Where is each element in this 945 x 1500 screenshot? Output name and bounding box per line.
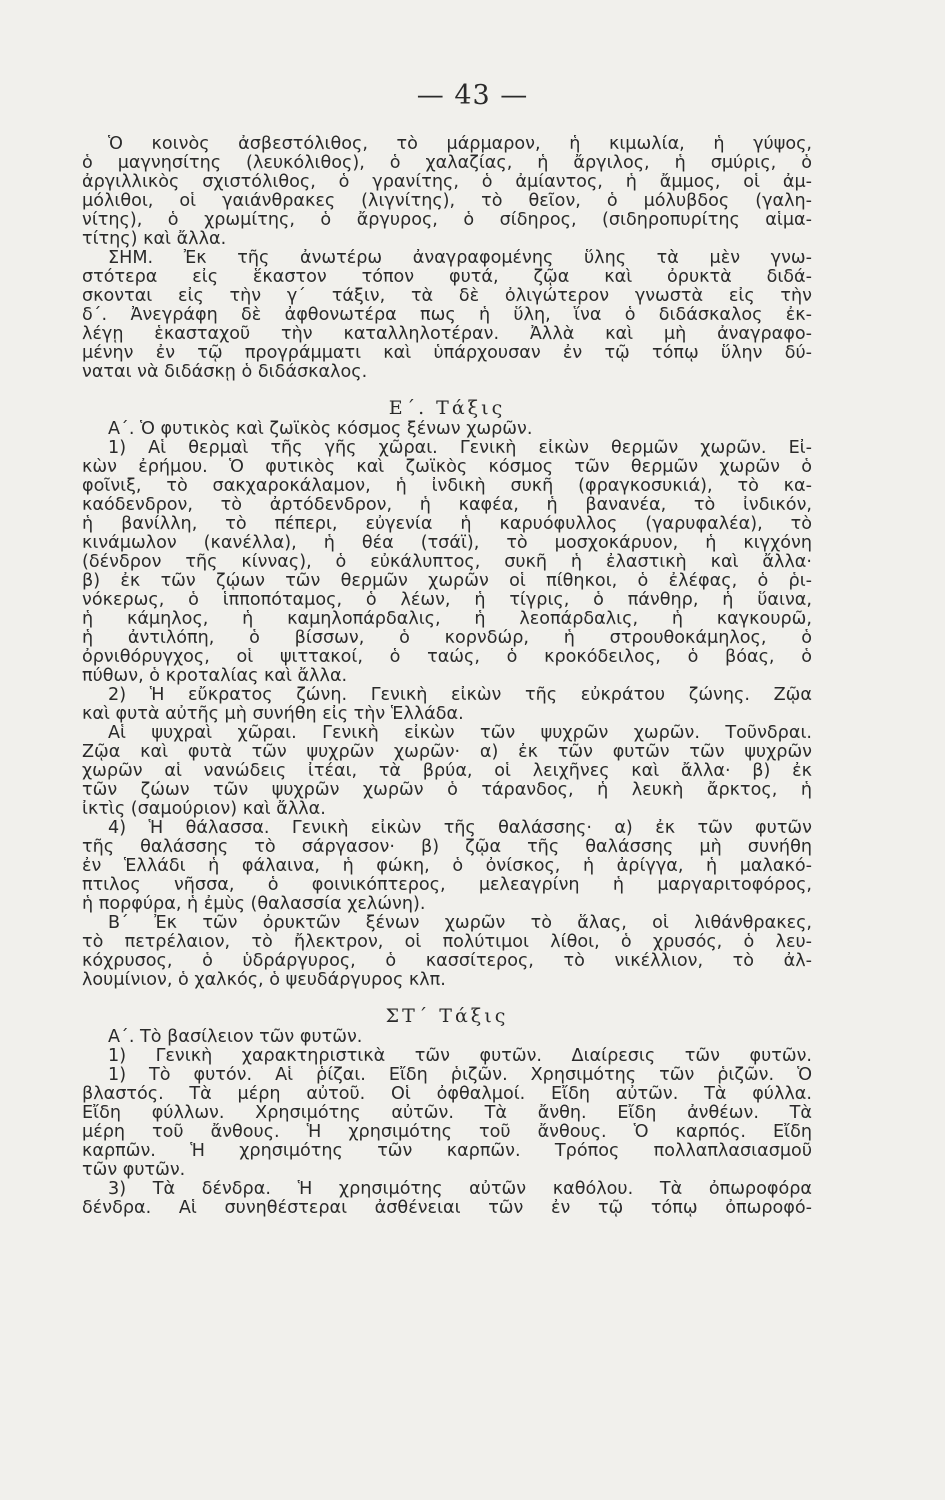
text-line: ἡ πορφύρα, ἡ ἐμὺς (θαλασσία χελώνη). (82, 895, 426, 914)
text-line: 1) Γενικὴ χαρακτηριστικὰ τῶν φυτῶν. Διαίρεσις τῶν φυτῶν. (108, 1047, 812, 1066)
text-line: νίτης), ὁ χρωμίτης, ὁ ἄργυρος, ὁ σίδηρος, (σιδηροπυρίτης αἱμα- (82, 211, 812, 230)
text-line: 1) Αἱ θερμαὶ τῆς γῆς χῶραι. Γενικὴ εἰκὼν θερμῶν χωρῶν. Εἰ- (108, 439, 812, 458)
text-line: Β΄ Ἐκ τῶν ὀρυκτῶν ξένων χωρῶν τὸ ἅλας, οἱ λιθάνθρακες, (108, 914, 812, 933)
text-line: λουμίνιον, ὁ χαλκός, ὁ ψευδάργυρος κλπ. (82, 971, 446, 990)
text-line: ἡ ἀντιλόπη, ὁ βίσσων, ὁ κορνδώρ, ἡ στρουθοκάμηλος, ὁ (82, 629, 812, 648)
body-text (82, 135, 812, 1218)
text-line: νόκερως, ὁ ἱπποπόταμος, ὁ λέων, ἡ τίγρις, ὁ πάνθηρ, ἡ ὕαινα, (82, 591, 812, 610)
text-line: λέγῃ ἑκασταχοῦ τὴν καταλληλοτέραν. Ἀλλὰ καὶ μὴ ἀναγραφο- (82, 325, 812, 344)
text-line: δ΄. Ἀνεγράφη δὲ ἀφθονωτέρα πως ἡ ὕλη, ἵνα ὁ διδάσκαλος ἐκ- (82, 306, 812, 325)
text-line: Α΄. Τὸ βασίλειον τῶν φυτῶν. (108, 1028, 363, 1047)
text-line: κόχρυσος, ὁ ὑδράργυρος, ὁ κασσίτερος, τὸ νικέλλιον, τὸ ἀλ- (82, 952, 812, 971)
text-line: φοῖνιξ, τὸ σακχαροκάλαμον, ἡ ἰνδικὴ συκῆ (φραγκοσυκιά), τὸ κα- (82, 477, 812, 496)
text-line: 2) Ἡ εὔκρατος ζώνη. Γενικὴ εἰκὼν τῆς εὐκράτου ζώνης. Ζῷα (108, 686, 812, 705)
section-heading: ΣΤ΄ Τάξις (385, 1005, 509, 1027)
text-line: ἡ κάμηλος, ἡ καμηλοπάρδαλις, ἡ λεοπάρδαλις, ἡ καγκουρῶ, (82, 610, 812, 629)
text-line: 1) Τὸ φυτόν. Αἱ ῥίζαι. Εἴδη ῥιζῶν. Χρησιμότης τῶν ῥιζῶν. Ὁ (108, 1066, 812, 1085)
text-line: Εἴδη φύλλων. Χρησιμότης αὐτῶν. Τὰ ἄνθη. Εἴδη ἀνθέων. Τὰ (82, 1104, 812, 1123)
text-line: σκονται εἰς τὴν γ΄ τάξιν, τὰ δὲ ὀλιγώτερον γνωστὰ εἰς τὴν (82, 287, 812, 306)
text-line: τῶν ζώων τῶν ψυχρῶν χωρῶν ὁ τάρανδος, ἡ λευκὴ ἄρκτος, ἡ (82, 781, 812, 800)
text-line: τῆς θαλάσσης τὸ σάργασον· β) ζῷα τῆς θαλάσσης μὴ συνήθη (82, 838, 812, 857)
text-line: ἐν Ἑλλάδι ἡ φάλαινα, ἡ φώκη, ὁ ὀνίσκος, ἡ ἀρίγγα, ἡ μαλακό- (82, 857, 812, 876)
text-line: μέρη τοῦ ἄνθους. Ἡ χρησιμότης τοῦ ἄνθους. Ὁ καρπός. Εἴδη (82, 1123, 812, 1142)
text-line: κὼν ἐρήμου. Ὁ φυτικὸς καὶ ζωϊκὸς κόσμος τῶν θερμῶν χωρῶν ὁ (82, 458, 812, 477)
text-line: (δένδρον τῆς κίννας), ὁ εὐκάλυπτος, συκῆ ἡ ἐλαστικὴ καὶ ἄλλα· (82, 553, 812, 572)
text-line: Ζῷα καὶ φυτὰ τῶν ψυχρῶν χωρῶν· α) ἐκ τῶν φυτῶν τῶν ψυχρῶν (82, 743, 812, 762)
text-line: χωρῶν αἱ νανώδεις ἰτέαι, τὰ βρύα, οἱ λειχῆνες καὶ ἄλλα· β) ἐκ (82, 762, 812, 781)
text-line: καὶ φυτὰ αὐτῆς μὴ συνήθη εἰς τὴν Ἑλλάδα. (82, 705, 464, 724)
text-line: 3) Τὰ δένδρα. Ἡ χρησιμότης αὐτῶν καθόλου. Τὰ ὀπωροφόρα (108, 1180, 812, 1199)
text-line: 4) Ἡ θάλασσα. Γενικὴ εἰκὼν τῆς θαλάσσης· α) ἐκ τῶν φυτῶν (108, 819, 812, 838)
text-line: τὸ πετρέλαιον, τὸ ἤλεκτρον, οἱ πολύτιμοι λίθοι, ὁ χρυσός, ὁ λευ- (82, 933, 812, 952)
text-line: ναται νὰ διδάσκῃ ὁ διδάσκαλος. (82, 363, 368, 382)
text-line: πτιλος νῆσσα, ὁ φοινικόπτερος, μελεαγρίνη ἡ μαργαριτοφόρος, (82, 876, 812, 895)
text-line: βλαστός. Τὰ μέρη αὐτοῦ. Οἱ ὀφθαλμοί. Εἴδη αὐτῶν. Τὰ φύλλα. (82, 1085, 812, 1104)
text-line: μένην ἐν τῷ προγράμματι καὶ ὑπάρχουσαν ἐν τῷ τόπῳ ὕλην δύ- (82, 344, 812, 363)
text-line: β) ἐκ τῶν ζῴων τῶν θερμῶν χωρῶν οἱ πίθηκοι, ὁ ἐλέφας, ὁ ῥι- (82, 572, 812, 591)
text-line: καόδενδρον, τὸ ἀρτόδενδρον, ἡ καφέα, ἡ βανανέα, τὸ ἰνδικόν, (82, 496, 812, 515)
text-line: τίτης) καὶ ἄλλα. (82, 230, 227, 249)
text-line: μόλιθοι, οἱ γαιάνθρακες (λιγνίτης), τὸ θεῖον, ὁ μόλυβδος (γαλη- (82, 192, 812, 211)
text-line: ΣΗΜ. Ἐκ τῆς ἀνωτέρω ἀναγραφομένης ὕλης τὰ μὲν γνω- (108, 249, 812, 268)
text-line: Αἱ ψυχραὶ χῶραι. Γενικὴ εἰκὼν τῶν ψυχρῶν χωρῶν. Τοῦνδραι. (108, 724, 812, 743)
text-line: ἡ βανίλλη, τὸ πέπερι, εὐγενία ἡ καρυόφυλλος (γαρυφαλέα), τὸ (82, 515, 812, 534)
text-line: ὁ μαγνησίτης (λευκόλιθος), ὁ χαλαζίας, ἡ ἄργιλος, ἡ σμύρις, ὁ (82, 154, 812, 173)
text-line: Ὁ κοινὸς ἀσβεστόλιθος, τὸ μάρμαρον, ἡ κιμωλία, ἡ γύψος, (108, 135, 812, 154)
text-line: καρπῶν. Ἡ χρησιμότης τῶν καρπῶν. Τρόπος πολλαπλασιασμοῦ (82, 1142, 812, 1161)
text-line: τῶν φυτῶν. (82, 1161, 186, 1180)
spacer (82, 382, 812, 396)
text-line: κινάμωλον (κανέλλα), ἡ θέα (τσάϊ), τὸ μοσχοκάρυον, ἡ κιγχόνη (82, 534, 812, 553)
text-line: ἀργιλλικὸς σχιστόλιθος, ὁ γρανίτης, ὁ ἀμίαντος, ἡ ἄμμος, οἱ ἀμ- (82, 173, 812, 192)
page-number: — 43 — (416, 80, 529, 111)
text-line: στότερα εἰς ἕκαστον τόπον φυτά, ζῷα καὶ ὀρυκτὰ διδά- (82, 268, 812, 287)
text-line: δένδρα. Αἱ συνηθέστεραι ἀσθένειαι τῶν ἐν τῷ τόπῳ ὀπωροφό- (82, 1199, 812, 1218)
text-line: Α΄. Ὁ φυτικὸς καὶ ζωϊκὸς κόσμος ξένων χωρῶν. (108, 420, 533, 439)
spacer (82, 990, 812, 1004)
text-line: πύθων, ὁ κροταλίας καὶ ἄλλα. (82, 667, 348, 686)
text-line: ἰκτὶς (σαμούριον) καὶ ἄλλα. (82, 800, 326, 819)
text-line: ὀρνιθόρυγχος, οἱ ψιττακοί, ὁ ταώς, ὁ κροκόδειλος, ὁ βόας, ὁ (82, 648, 812, 667)
section-heading: Ε΄. Τάξις (388, 397, 506, 419)
